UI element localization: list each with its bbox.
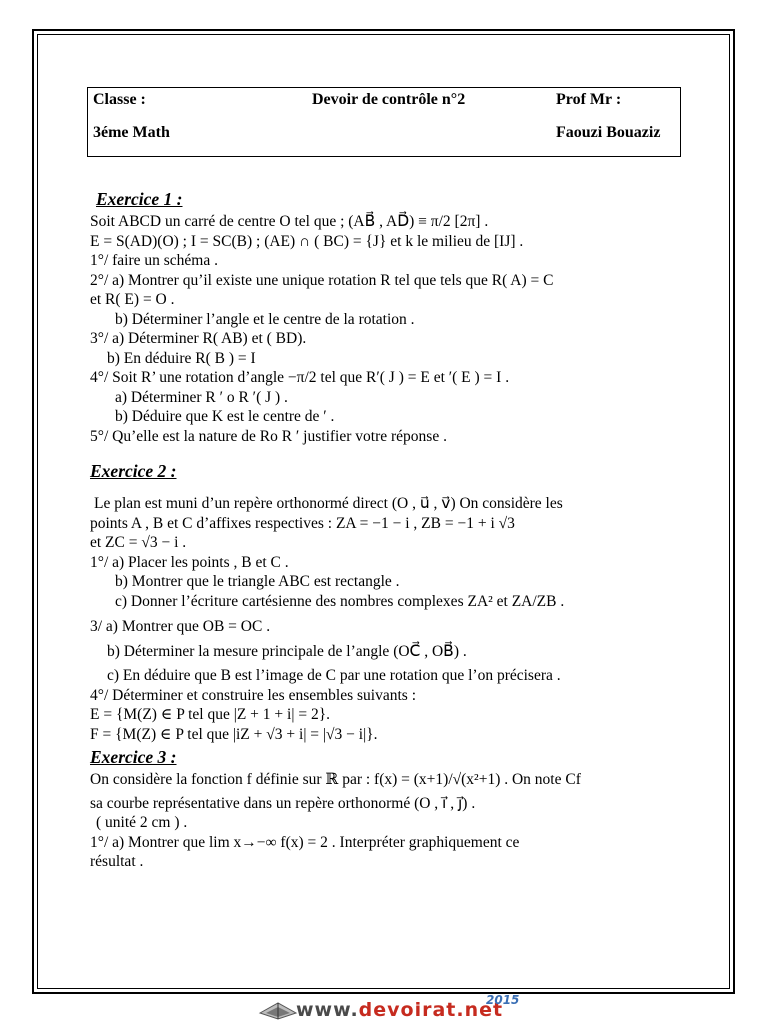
ex3-line: ( unité 2 cm ) .	[96, 814, 188, 831]
exercise-3-title: Exercice 3 :	[90, 747, 177, 767]
ex2-line: 1°/ a) Placer les points , B et C .	[90, 553, 289, 571]
classe-label: Classe :	[93, 91, 146, 108]
ex1-line: 5°/ Qu’elle est la nature de Ro R ′ justifier votre réponse .	[90, 427, 447, 445]
document-body	[90, 186, 690, 872]
ex2-line: points A , B et C d’affixes respectives : ZA = −1 − i , ZB = −1 + i √3	[90, 514, 515, 532]
ex3-line: sa courbe représentative dans un repère orthonormé (O , i⃗ , j⃗) .	[90, 794, 476, 812]
ex3-line: 1°/ a) Montrer que lim x→−∞ f(x) = 2 . Interpréter graphiquement ce	[90, 833, 520, 851]
ex2-line: et ZC = √3 − i .	[90, 534, 187, 551]
ex1-line: b) Déterminer l’angle et le centre de la rotation .	[115, 310, 415, 328]
prof-name: Faouzi Bouaziz	[556, 124, 661, 141]
site-footer	[258, 993, 520, 1023]
ex1-line: 1°/ faire un schéma .	[90, 252, 218, 269]
ex2-line: 3/ a) Montrer que OB = OC .	[90, 618, 271, 635]
ex1-line: 4°/ Soit R’ une rotation d’angle −π/2 tel que R′( J ) = E et ′( E ) = I .	[90, 369, 510, 386]
devoirat-logo-icon	[258, 999, 298, 1021]
ex1-line: b) En déduire R( B ) = I	[107, 349, 256, 367]
ex2-line: E = {M(Z) ∈ P tel que |Z + 1 + i| = 2}.	[90, 706, 331, 723]
ex1-line: et R( E) = O .	[90, 291, 175, 308]
exercise-1-title: Exercice 1 :	[96, 189, 183, 209]
ex1-line: E = S(AD)(O) ; I = SC(B) ; (AE) ∩ ( BC) = {J} et k le milieu de [IJ] .	[90, 232, 524, 250]
ex2-line: 4°/ Déterminer et construire les ensembles suivants :	[90, 686, 417, 704]
ex1-line: a) Déterminer R ′ o R ′( J ) .	[115, 388, 288, 406]
ex2-line: c) Donner l’écriture cartésienne des nombres complexes ZA² et ZA/ZB .	[115, 592, 565, 610]
ex1-line: Soit ABCD un carré de centre O tel que ; (AB⃗ , AD⃗) ≡ π/2 [2π] .	[90, 213, 489, 230]
header-box	[87, 87, 681, 157]
ex1-line: 2°/ a) Montrer qu’il existe une unique rotation R tel que tels que R( A) = C	[90, 271, 554, 289]
exercise-2-title: Exercice 2 :	[90, 461, 177, 481]
classe-value: 3éme Math	[93, 124, 170, 141]
site-name	[296, 999, 503, 1021]
ex3-line: On considère la fonction f définie sur ℝ par : f(x) = (x+1)/√(x²+1) . On note Cf	[90, 771, 581, 788]
site-prefix: www.	[296, 999, 359, 1021]
ex2-line: Le plan est muni d’un repère orthonormé direct (O , u⃗ , v⃗) On considère les	[94, 495, 563, 512]
ex2-line: c) En déduire que B est l’image de C par une rotation que l’on précisera .	[107, 667, 561, 684]
ex2-line: b) Déterminer la mesure principale de l’angle (OC⃗ , OB⃗) .	[107, 642, 467, 660]
footer-year: 2015	[486, 993, 520, 1007]
ex2-line: b) Montrer que le triangle ABC est rectangle .	[115, 573, 400, 590]
ex3-line: résultat .	[90, 853, 144, 870]
prof-label: Prof Mr :	[556, 91, 622, 108]
ex1-line: b) Déduire que K est le centre de ′ .	[115, 408, 335, 425]
site-domain: devoirat.net	[358, 999, 504, 1021]
document-title: Devoir de contrôle n°2	[312, 91, 466, 108]
ex1-line: 3°/ a) Déterminer R( AB) et ( BD).	[90, 330, 307, 347]
ex2-line: F = {M(Z) ∈ P tel que |iZ + √3 + i| = |√3 − i|}.	[90, 725, 378, 743]
